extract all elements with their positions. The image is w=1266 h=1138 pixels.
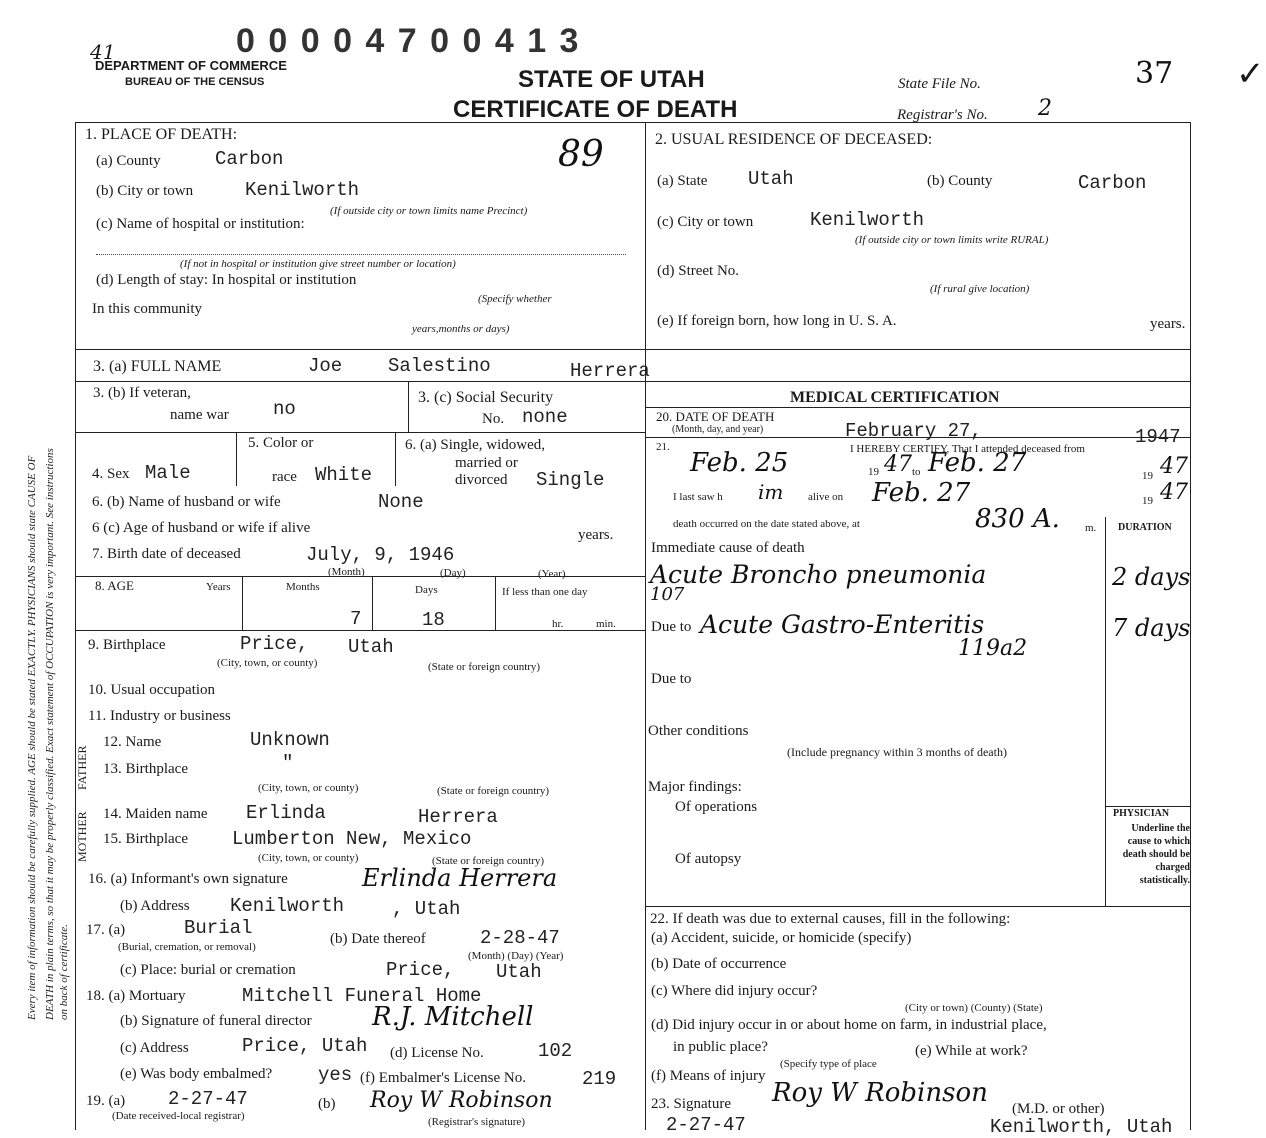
father-birth-label: 13. Birthplace [103, 761, 188, 777]
birthplace-label: 9. Birthplace [88, 637, 166, 653]
residence-foreign-label: (e) If foreign born, how long in U. S. A. [657, 313, 897, 329]
birth-month: (Month) [328, 566, 365, 578]
place-title: 1. PLACE OF DEATH: [85, 126, 238, 143]
state-file-label: State File No. [898, 76, 981, 92]
rule-external [645, 906, 1190, 907]
mother-state-note: (State or foreign country) [432, 855, 545, 867]
code-1: 107 [650, 584, 685, 605]
rule-medical [645, 407, 1190, 408]
spouse-age-years: years. [578, 527, 614, 543]
informant-address-label: (b) Address [120, 898, 190, 914]
marital-label-2: married or [455, 455, 518, 471]
age-less-label: If less than one day [502, 586, 588, 598]
cause-2: Acute Gastro-Enteritis [700, 610, 985, 639]
birthplace-state: Utah [348, 636, 394, 658]
external-d2: in public place? [673, 1039, 768, 1055]
burial-address-value: Price, Utah [242, 1035, 368, 1057]
alive-prefix: 19 [1142, 495, 1153, 507]
external-e: (e) While at work? [915, 1043, 1028, 1059]
residence-city-value: Kenilworth [810, 209, 925, 231]
informant-label: 16. (a) Informant's own signature [88, 871, 288, 887]
death-date-year: 1947 [1135, 426, 1181, 448]
certificate-title: CERTIFICATE OF DEATH [453, 96, 738, 123]
physician-note: Underline the cause to which death should be charged statistically. [1122, 823, 1190, 886]
age-label: 8. AGE [95, 578, 134, 593]
license-value: 102 [538, 1040, 573, 1062]
frame-top [75, 122, 1190, 123]
medical-title: MEDICAL CERTIFICATION [790, 389, 1000, 406]
cause-1: Acute Broncho pneumonia [650, 560, 987, 589]
physician-signature: Roy W Robinson [772, 1078, 988, 1108]
mortuary-value: Mitchell Funeral Home [242, 985, 482, 1007]
registrar-signature: Roy W Robinson [370, 1088, 553, 1113]
race-label: race [272, 469, 297, 485]
mother-vertical: MOTHER [75, 811, 89, 862]
place-city-note: (If outside city or town limits name Precinct) [330, 205, 528, 217]
external-b: (b) Date of occurrence [651, 956, 787, 972]
rule-race-split [395, 432, 396, 486]
residence-county-label: (b) County [927, 173, 993, 189]
state-title: STATE OF UTAH [518, 66, 705, 93]
side-instruction-line-3: on back of certificate. [58, 924, 70, 1020]
age-days-value: 18 [422, 609, 445, 631]
physician-label: PHYSICIAN [1113, 808, 1170, 819]
ss-no-label: No. [482, 411, 505, 427]
rule-duration [1105, 517, 1106, 906]
father-vertical: FATHER [75, 745, 89, 790]
place-county-value: Carbon [215, 148, 284, 170]
rule-ss-split [408, 381, 409, 432]
occurred-label: death occurred on the date stated above, at [673, 518, 860, 530]
rule-days [372, 576, 373, 630]
certify-to-prefix: 19 [1142, 470, 1153, 482]
father-birth-value: " [282, 752, 294, 774]
place-community-label: In this community [92, 301, 202, 317]
mother-city-note: (City, town, or county) [258, 852, 359, 864]
side-instruction-line-2: DEATH in plain terms, so that it may be properly classified. Exact statement of OCCUPATION is very important. See instructions [44, 448, 56, 1020]
time-m-label: m. [1085, 522, 1097, 534]
external-specify: (Specify type of place [780, 1058, 877, 1070]
signature-label: 23. Signature [651, 1096, 731, 1112]
war-label: name war [170, 407, 229, 423]
place-hospital-line [96, 254, 626, 255]
director-signature: R.J. Mitchell [372, 1002, 534, 1032]
birthplace-state-note: (State or foreign country) [428, 661, 541, 673]
duration-1: 2 days [1112, 563, 1191, 591]
external-title: 22. If death was due to external causes, fill in the following: [650, 911, 1011, 927]
ss-value: none [522, 406, 568, 428]
department: DEPARTMENT OF COMMERCE [95, 58, 287, 73]
place-ymd: years,months or days) [412, 323, 510, 335]
marital-value: Single [536, 469, 605, 491]
received-label: 19. (a) [86, 1093, 126, 1109]
occupation-label: 10. Usual occupation [88, 682, 216, 698]
place-stay-label: (d) Length of stay: In hospital or institution [96, 272, 357, 288]
embalmed-label: (e) Was body embalmed? [120, 1066, 273, 1082]
age-years-label: Years [206, 581, 231, 593]
death-date-note: (Month, day, and year) [672, 424, 764, 435]
certify-text: I HEREBY CERTIFY, That I attended deceased from [850, 443, 1085, 455]
serial-number: 0 0 0 0 4 7 0 0 4 1 3 [236, 22, 581, 60]
external-c: (c) Where did injury occur? [651, 983, 818, 999]
embalmer-value: 219 [582, 1068, 617, 1090]
burial-place-label: (c) Place: burial or cremation [120, 962, 296, 978]
rule-less [495, 576, 496, 630]
mother-birth-label: 15. Birthplace [103, 831, 188, 847]
industry-label: 11. Industry or business [88, 708, 231, 724]
residence-state-label: (a) State [657, 173, 708, 189]
external-a: (a) Accident, suicide, or homicide (specify) [651, 930, 912, 946]
informant-address-city: Kenilworth [230, 895, 345, 917]
director-label: (b) Signature of funeral director [120, 1013, 312, 1029]
frame-middle [645, 122, 646, 1130]
fullname-middle: Salestino [388, 355, 491, 377]
operations-label: Of operations [675, 799, 758, 815]
due-to-label-1: Due to [651, 619, 692, 635]
burial-place-city: Price, [386, 959, 455, 981]
birthplace-city-note: (City, town, or county) [217, 657, 318, 669]
fullname-first: Joe [308, 355, 343, 377]
registrar-value: 2 [1038, 96, 1052, 121]
sex-label: 4. Sex [92, 466, 130, 482]
rule-name [75, 349, 1190, 350]
residence-city-label: (c) City or town [657, 214, 754, 230]
mother-name-label: 14. Maiden name [103, 806, 208, 822]
certify-from: Feb. 25 [690, 448, 789, 478]
father-state-note: (State or foreign country) [437, 785, 550, 797]
frame-left [75, 122, 76, 1130]
md-label: (M.D. or other) [1012, 1101, 1105, 1117]
rule-sex [75, 432, 645, 433]
burial-label: 17. (a) [86, 922, 126, 938]
mortuary-label: 18. (a) Mortuary [86, 988, 186, 1004]
birthplace-city: Price, [240, 633, 309, 655]
burial-value: Burial [184, 917, 253, 939]
external-ctc: (City or town) (County) (State) [905, 1002, 1043, 1014]
sex-value: Male [145, 462, 191, 484]
alive-value: Feb. 27 [872, 478, 971, 508]
burial-mdy: (Month) (Day) (Year) [468, 950, 564, 962]
birth-day: (Day) [440, 567, 466, 579]
rule-age-bottom [75, 630, 645, 631]
registrar-note: (Registrar's signature) [428, 1116, 525, 1128]
external-d: (d) Did injury occur in or about home on farm, in industrial place, [651, 1017, 1047, 1033]
bottom-date: 2-27-47 [666, 1114, 746, 1136]
certify-from-prefix: 19 [868, 466, 879, 478]
ss-label: 3. (c) Social Security [418, 389, 554, 406]
mother-last: Herrera [418, 806, 498, 828]
residence-street-label: (d) Street No. [657, 263, 740, 279]
rule-physician [1105, 806, 1190, 807]
place-specify: (Specify whether [478, 293, 552, 305]
registrar-label: Registrar's No. [897, 107, 988, 123]
certify-from-year: 47 [884, 452, 912, 477]
veteran-label: 3. (b) If veteran, [93, 385, 191, 401]
last-saw-mid: im [758, 480, 784, 504]
birth-value: July, 9, 1946 [306, 544, 455, 566]
external-f: (f) Means of injury [651, 1068, 766, 1084]
license-label: (d) License No. [390, 1045, 484, 1061]
embalmer-label: (f) Embalmer's License No. [360, 1070, 526, 1086]
immediate-cause-label: Immediate cause of death [651, 540, 805, 556]
residence-years: years. [1150, 316, 1186, 332]
age-months-value: 7 [350, 608, 362, 630]
burial-date-label: (b) Date thereof [330, 931, 426, 947]
mother-first: Erlinda [246, 802, 326, 824]
father-name-value: Unknown [250, 729, 330, 751]
place-hospital-label: (c) Name of hospital or institution: [96, 216, 305, 232]
bottom-city: Kenilworth, Utah [990, 1116, 1173, 1138]
residence-state-value: Utah [748, 168, 794, 190]
place-county-label: (a) County [96, 153, 161, 169]
burial-address-label: (c) Address [120, 1040, 189, 1056]
code-mark: 89 [558, 134, 604, 175]
burial-date-value: 2-28-47 [480, 927, 560, 949]
certify-to-label: to [912, 466, 921, 478]
fullname-label: 3. (a) FULL NAME [93, 358, 222, 375]
autopsy-label: Of autopsy [675, 851, 742, 867]
certify-number: 21. [656, 441, 670, 453]
birth-year: (Year) [538, 568, 566, 580]
corner-mark: 41 [90, 40, 116, 64]
state-file-value: 37 [1135, 56, 1174, 91]
certify-to: Feb. 27 [928, 448, 1027, 478]
received-value: 2-27-47 [168, 1088, 248, 1110]
birth-label: 7. Birth date of deceased [92, 546, 241, 562]
marital-label: 6. (a) Single, widowed, [405, 437, 545, 453]
age-months-label: Months [286, 581, 320, 593]
due-to-label-2: Due to [651, 671, 692, 687]
mother-birth-value: Lumberton New, Mexico [232, 828, 472, 850]
war-value: no [273, 398, 296, 420]
received-note: (Date received-local registrar) [112, 1110, 245, 1122]
code-2: 119a2 [958, 636, 1028, 661]
other-conditions-label: Other conditions [648, 723, 749, 739]
color-label: 5. Color or [248, 435, 314, 451]
spouse-value: None [378, 491, 424, 513]
age-min: min. [596, 618, 616, 630]
race-value: White [315, 464, 373, 486]
informant-address-state: , Utah [392, 898, 461, 920]
duration-label: DURATION [1118, 522, 1172, 533]
certify-to-year: 47 [1160, 454, 1188, 479]
death-time: 830 A. [975, 504, 1060, 534]
rule-months [242, 576, 243, 630]
alive-label: alive on [808, 491, 844, 503]
residence-title: 2. USUAL RESIDENCE OF DECEASED: [655, 131, 933, 148]
burial-note: (Burial, cremation, or removal) [118, 941, 256, 953]
spouse-age-label: 6 (c) Age of husband or wife if alive [92, 520, 311, 536]
age-days-label: Days [415, 584, 438, 596]
death-date-label: 20. DATE OF DEATH [656, 409, 775, 424]
burial-place-state: Utah [496, 961, 542, 983]
informant-signature: Erlinda Herrera [362, 864, 558, 892]
other-conditions-note: (Include pregnancy within 3 months of death) [787, 745, 1007, 759]
last-saw-label: I last saw h [673, 491, 723, 503]
alive-year: 47 [1160, 480, 1188, 505]
place-city-value: Kenilworth [245, 179, 360, 201]
spouse-label: 6. (b) Name of husband or wife [92, 494, 281, 510]
place-city-label: (b) City or town [96, 183, 194, 199]
place-hospital-note: (If not in hospital or institution give street number or location) [180, 258, 456, 270]
fullname-last: Herrera [570, 360, 650, 382]
side-instructions [6, 150, 70, 1020]
residence-street-note: (If rural give location) [930, 283, 1030, 295]
bureau: BUREAU OF THE CENSUS [125, 76, 265, 88]
major-findings-label: Major findings: [648, 779, 742, 795]
death-date-value: February 27, [845, 420, 982, 442]
marital-label-3: divorced [455, 472, 508, 488]
embalmed-value: yes [318, 1064, 353, 1086]
check-mark: ✓ [1236, 54, 1265, 94]
residence-county-value: Carbon [1078, 172, 1147, 194]
duration-2: 7 days [1112, 614, 1191, 642]
registrar-b-label: (b) [318, 1096, 336, 1112]
age-hr: hr. [552, 618, 564, 630]
residence-city-note: (If outside city or town limits write RURAL) [855, 234, 1049, 246]
father-name-label: 12. Name [103, 734, 162, 750]
father-city-note: (City, town, or county) [258, 782, 359, 794]
rule-sex-split [236, 432, 237, 486]
side-instruction-line-1: Every item of information should be carefully supplied. AGE should be stated EXACTLY. PHYSICIANS should state CAUSE OF [26, 455, 38, 1020]
